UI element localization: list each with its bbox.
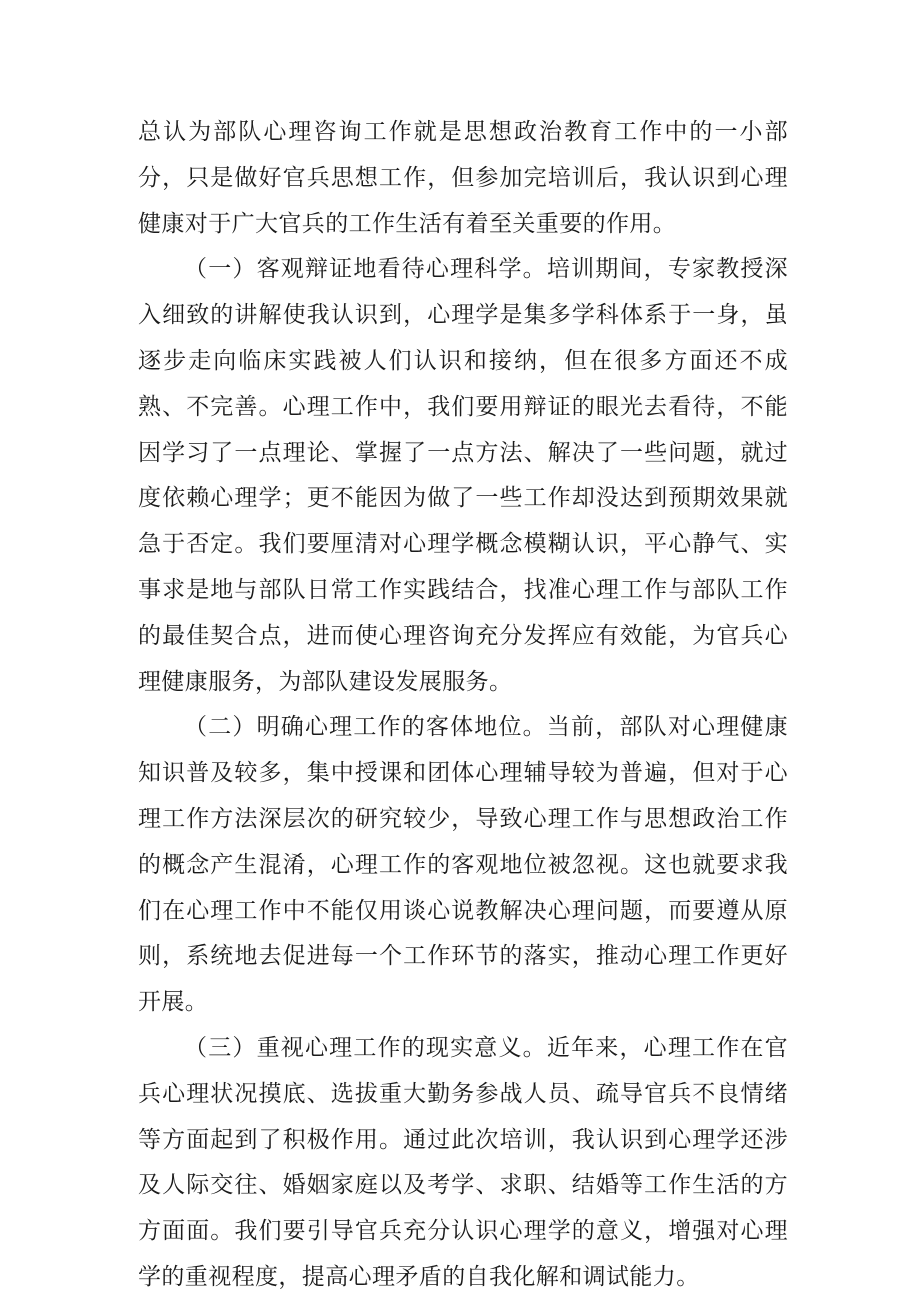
paragraph-section-1: （一）客观辩证地看待心理科学。培训期间，专家教授深入细致的讲解使我认识到，心理学是集多学科体系于一身，虽逐步走向临床实践被人们认识和接纳，但在很多方面还不成熟、不完善。心理工作中，我们要用辩证的眼光去看待，不能因学习了一点理论、掌握了一点方法、解决了一些问题，就过度依赖心理学；更不能因为做了一些工作却没达到预期效果就急于否定。我们要厘清对心理学概念模糊认识，平心静气、实事求是地与部队日常工作实践结合，找准心理工作与部队工作的最佳契合点，进而使心理咨询充分发挥应有效能，为官兵心理健康服务，为部队建设发展服务。 (138, 256, 788, 695)
document-body (138, 110, 788, 1301)
paragraph-continued: 总认为部队心理咨询工作就是思想政治教育工作中的一小部分，只是做好官兵思想工作，但参加完培训后，我认识到心理健康对于广大官兵的工作生活有着至关重要的作用。 (138, 119, 788, 237)
paragraph-section-2: （二）明确心理工作的客体地位。当前，部队对心理健康知识普及较多，集中授课和团体心理辅导较为普遍，但对于心理工作方法深层次的研究较少，导致心理工作与思想政治工作的概念产生混淆，心理工作的客观地位被忽视。这也就要求我们在心理工作中不能仅用谈心说教解决心理问题，而要遵从原则，系统地去促进每一个工作环节的落实，推动心理工作更好开展。 (138, 714, 788, 1016)
paragraph-section-3: （三）重视心理工作的现实意义。近年来，心理工作在官兵心理状况摸底、选拔重大勤务参战人员、疏导官兵不良情绪等方面起到了积极作用。通过此次培训，我认识到心理学还涉及人际交往、婚姻家庭以及考学、求职、结婚等工作生活的方方面面。我们要引导官兵充分认识心理学的意义，增强对心理学的重视程度，提高心理矛盾的自我化解和调试能力。 (138, 1034, 788, 1290)
